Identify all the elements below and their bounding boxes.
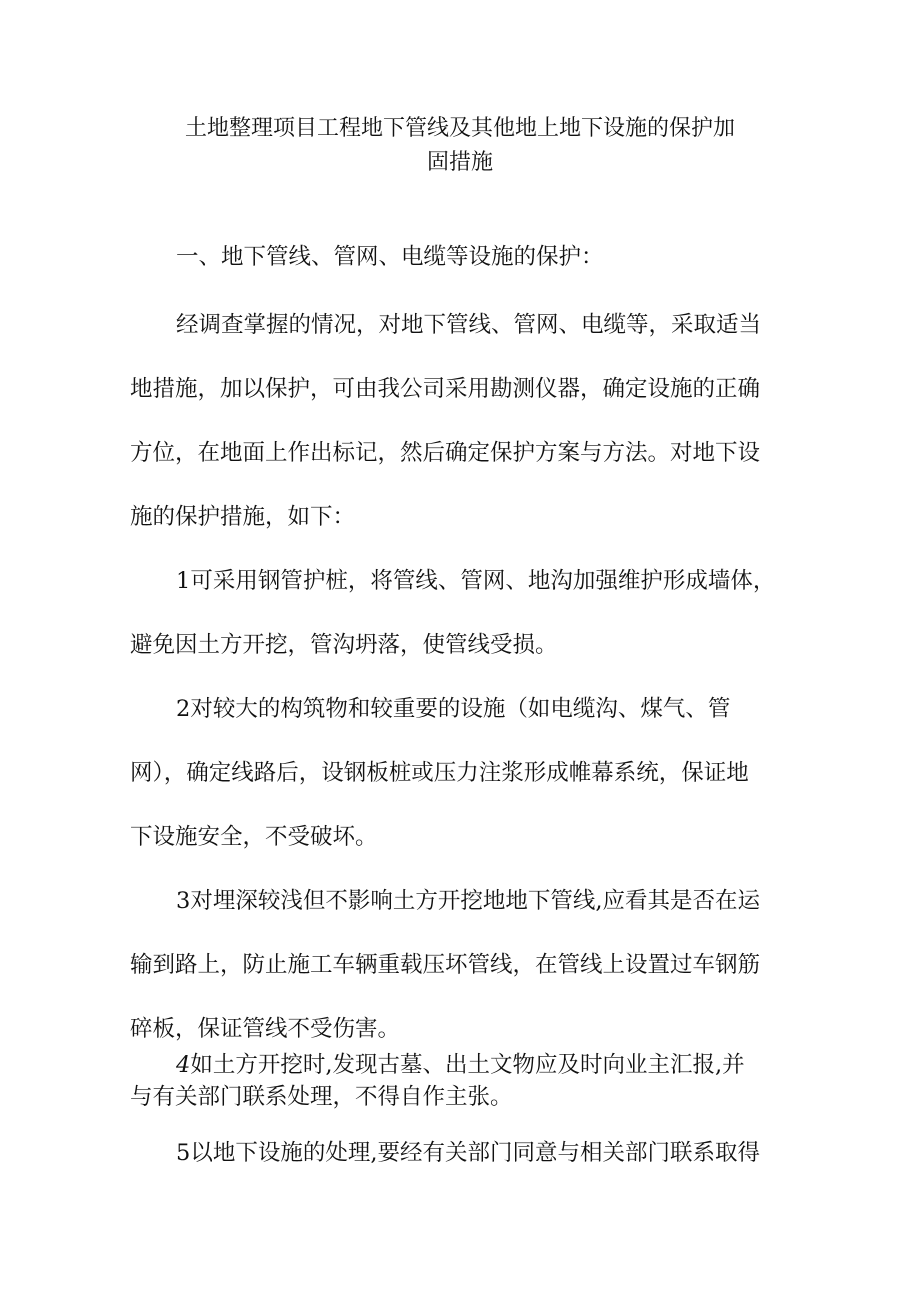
item4-number: 4 <box>176 1052 191 1078</box>
item3-line-3: 碎板，保证管线不受伤害。 <box>130 1016 401 1042</box>
item4-line-1-text: 如土方开挖时,发现古墓、出土文物应及时向业主汇报,并 <box>190 1052 745 1078</box>
paragraph1-line-2: 地措施，加以保护，可由我公司采用勘测仪器，确定设施的正确 <box>130 376 761 402</box>
title-line-1: 土地整理项目工程地下管线及其他地上地下设施的保护加 <box>184 116 735 141</box>
item4-line-1 <box>176 1050 745 1080</box>
paragraph1-line-3: 方位，在地面上作出标记，然后确定保护方案与方法。对地下设 <box>130 440 761 466</box>
item4-line-2: 与有关部门联系处理，不得自作主张。 <box>130 1084 513 1110</box>
item3-line-2: 输到路上，防止施工车辆重载压坏管线，在管线上设置过车钢筋 <box>130 952 761 978</box>
paragraph1-line-4: 施的保护措施，如下： <box>130 504 356 530</box>
section-heading: 一、地下管线、管网、电缆等设施的保护： <box>176 244 604 270</box>
item1-line-1: 1可采用钢管护桩，将管线、管网、地沟加强维护形成墙体， <box>176 568 776 594</box>
paragraph1-line-1: 经调查掌握的情况，对地下管线、管网、电缆等，采取适当 <box>176 312 762 338</box>
document-title <box>160 112 760 180</box>
item2-line-1: 2对较大的构筑物和较重要的设施（如电缆沟、煤气、管 <box>176 696 731 722</box>
item3-line-1: 3对埋深较浅但不影响土方开挖地地下管线,应看其是否在运 <box>176 888 760 914</box>
item2-line-3: 下设施安全，不受破坏。 <box>130 824 378 850</box>
item2-line-2: 网），确定线路后，设钢板桩或压力注浆形成帷幕系统，保证地 <box>130 760 749 786</box>
item5-line-1: 5以地下设施的处理,要经有关部门同意与相关部门联系取得 <box>176 1140 760 1166</box>
title-line-2: 固措施 <box>426 150 493 175</box>
item1-line-2: 避免因土方开挖，管沟坍落，使管线受损。 <box>130 632 558 658</box>
